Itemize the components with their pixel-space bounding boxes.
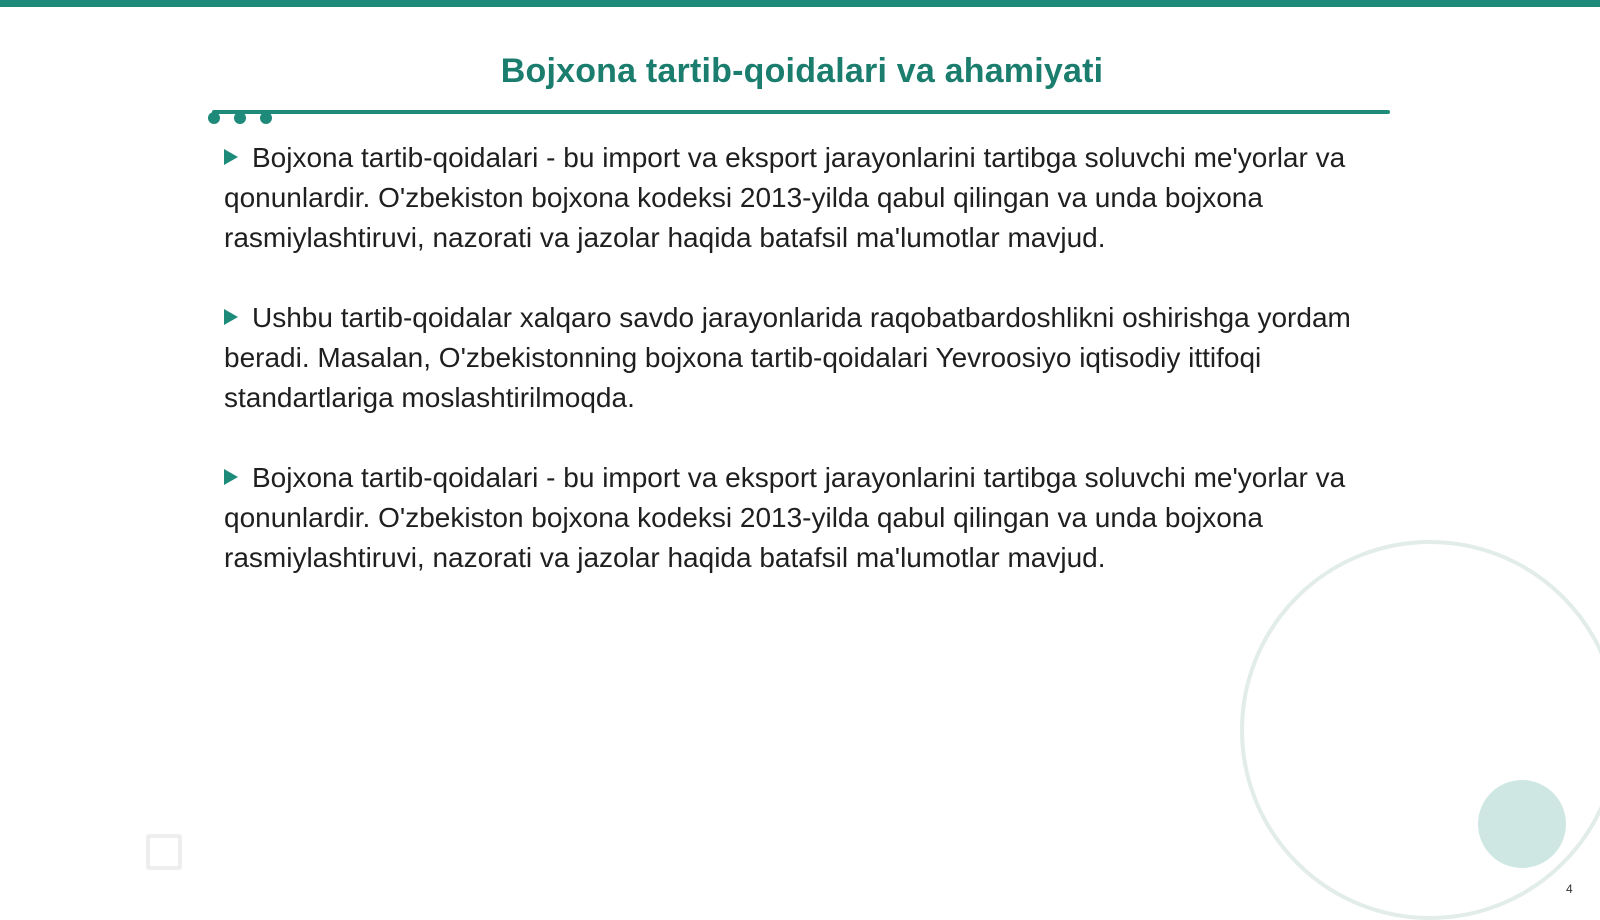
bullet-item — [224, 298, 1364, 418]
decorative-blob — [1478, 780, 1566, 868]
bullet-text: Ushbu tartib-qoidalar xalqaro savdo jarayonlarida raqobatbardoshlikni oshirishga yordam beradi. Masalan, O'zbekistonning bojxona tartib-qoidalari Yevroosiyo iqtisodiy ittifoqi standartlariga moslashtirilmoqda. — [224, 302, 1351, 413]
bullet-text: Bojxona tartib-qoidalari - bu import va eksport jarayonlarini tartibga soluvchi me'yorlar va qonunlardir. O'zbekiston bojxona kodeksi 2013-yilda qabul qilingan va unda bojxona rasmiylashtiruvi, nazorati va jazolar haqida batafsil ma'lumotlar mavjud. — [224, 462, 1346, 573]
underline-dot — [260, 112, 272, 124]
underline-dot — [234, 112, 246, 124]
bullet-item — [224, 138, 1364, 258]
triangle-right-icon — [224, 149, 238, 165]
bullet-text: Bojxona tartib-qoidalari - bu import va eksport jarayonlarini tartibga soluvchi me'yorlar va qonunlardir. O'zbekiston bojxona kodeksi 2013-yilda qabul qilingan va unda bojxona rasmiylashtiruvi, nazorati va jazolar haqida batafsil ma'lumotlar mavjud. — [224, 142, 1346, 253]
slide-title: Bojxona tartib-qoidalari va ahamiyati — [500, 52, 1104, 90]
triangle-right-icon — [224, 309, 238, 325]
underline-dot — [208, 112, 220, 124]
bullet-item — [224, 458, 1364, 578]
decorative-square — [146, 834, 182, 870]
title-underline — [212, 110, 1390, 114]
top-accent-bar — [0, 0, 1600, 7]
triangle-right-icon — [224, 469, 238, 485]
page-number: 4 — [1566, 882, 1573, 896]
decorative-ring — [1240, 540, 1600, 920]
slide-body — [224, 138, 1364, 618]
